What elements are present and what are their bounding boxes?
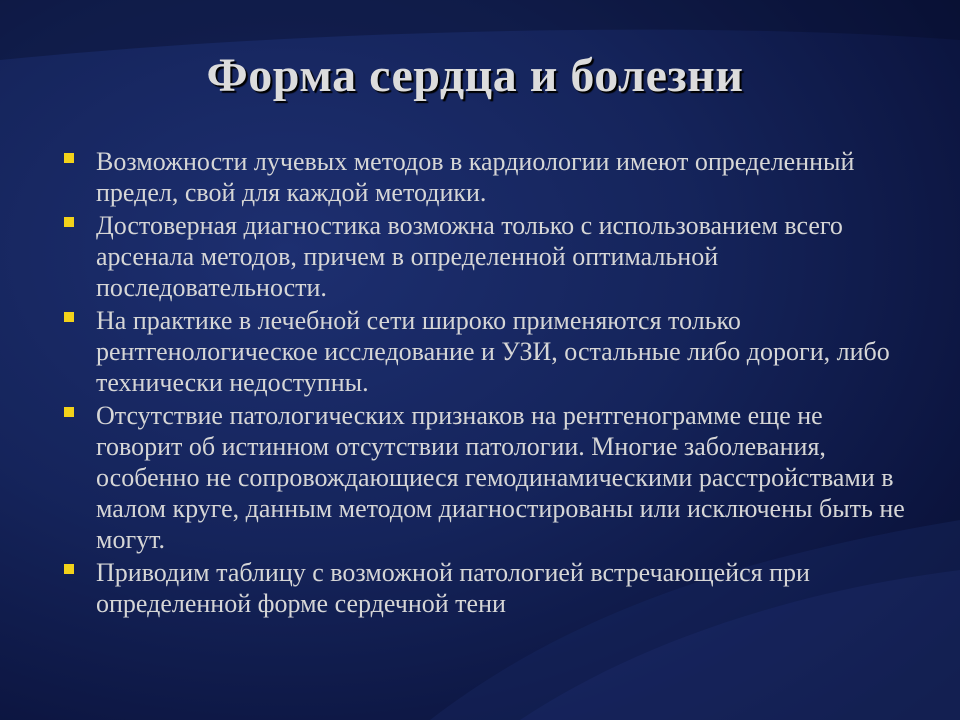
list-item <box>58 557 908 619</box>
bullet-text: Возможности лучевых методов в кардиологии имеют определенный предел, свой для каждой методики. <box>96 147 855 207</box>
list-item <box>58 400 908 555</box>
square-bullet-icon <box>64 564 74 574</box>
square-bullet-icon <box>64 407 74 417</box>
bullet-text: Достоверная диагностика возможна только с использованием всего арсенала методов, причем в определенной оптимальной последовательности. <box>96 211 843 302</box>
bullet-list <box>58 146 908 621</box>
list-item <box>58 305 908 398</box>
bullet-text: На практике в лечебной сети широко применяются только рентгенологическое исследование и УЗИ, остальные либо дороги, либо технически недоступны. <box>96 306 890 397</box>
square-bullet-icon <box>64 217 74 227</box>
square-bullet-icon <box>64 312 74 322</box>
list-item <box>58 210 908 303</box>
square-bullet-icon <box>64 153 74 163</box>
list-item <box>58 146 908 208</box>
bullet-text: Отсутствие патологических признаков на рентгенограмме еще не говорит об истинном отсутствии патологии. Многие заболевания, особенно не сопровождающиеся гемодинамическими расстройствами в малом круге, данным методом диагностированы или исключены быть не могут. <box>96 401 905 554</box>
bullet-text: Приводим таблицу с возможной патологией встречающейся при определенной форме сердечной тени <box>96 558 810 618</box>
slide-title: Форма сердца и болезни <box>206 49 744 102</box>
